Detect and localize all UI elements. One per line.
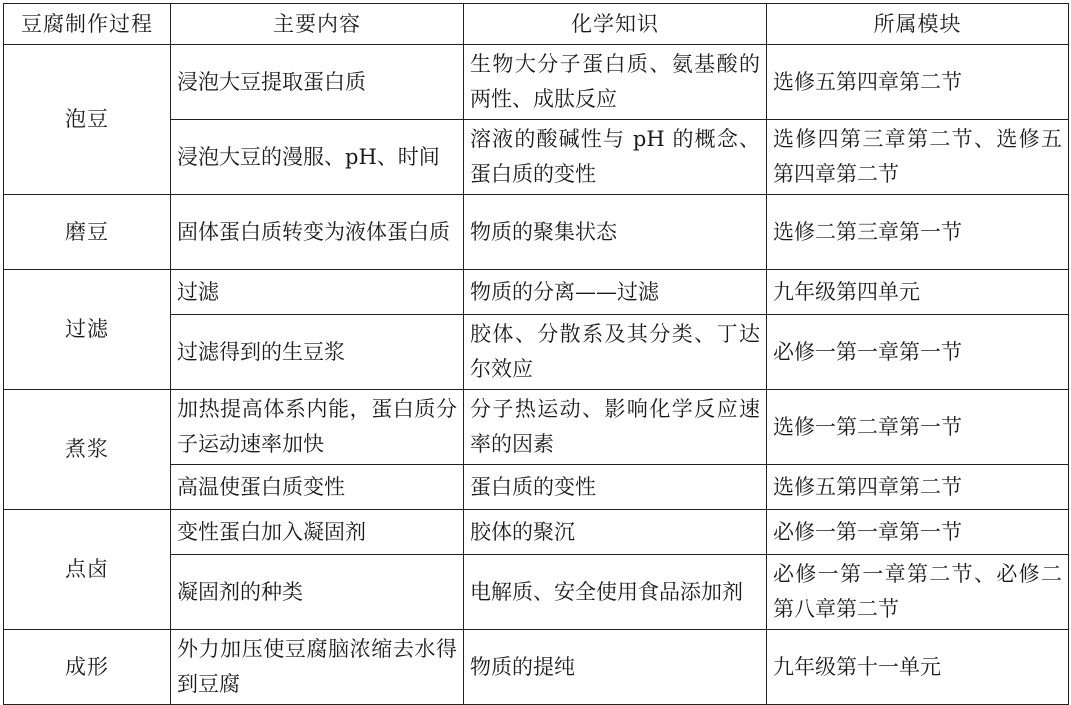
chemistry-cell: 分子热运动、影响化学反应速率的因素	[464, 390, 767, 465]
content-cell: 凝固剂的种类	[171, 555, 464, 630]
content-cell: 变性蛋白加入凝固剂	[171, 510, 464, 555]
chemistry-cell: 蛋白质的变性	[464, 465, 767, 510]
table-row	[4, 45, 1069, 120]
table-row	[4, 270, 1069, 315]
module-cell: 选修一第二章第一节	[767, 390, 1069, 465]
chemistry-cell: 胶体的聚沉	[464, 510, 767, 555]
chemistry-cell: 物质的分离——过滤	[464, 270, 767, 315]
table-row	[4, 195, 1069, 270]
content-cell: 浸泡大豆的漫服、pH、时间	[171, 120, 464, 195]
stage-grind: 磨豆	[4, 195, 171, 270]
tofu-chemistry-table	[3, 3, 1069, 705]
chemistry-cell: 电解质、安全使用食品添加剂	[464, 555, 767, 630]
module-cell: 必修一第一章第二节、必修二第八章第二节	[767, 555, 1069, 630]
content-cell: 外力加压使豆腐脑浓缩去水得到豆腐	[171, 630, 464, 705]
module-cell: 选修五第四章第二节	[767, 465, 1069, 510]
module-cell: 选修二第三章第一节	[767, 195, 1069, 270]
content-cell: 过滤得到的生豆浆	[171, 315, 464, 390]
module-cell: 选修五第四章第二节	[767, 45, 1069, 120]
module-cell: 九年级第四单元	[767, 270, 1069, 315]
chemistry-cell: 物质的聚集状态	[464, 195, 767, 270]
module-cell: 九年级第十一单元	[767, 630, 1069, 705]
content-cell: 浸泡大豆提取蛋白质	[171, 45, 464, 120]
content-cell: 高温使蛋白质变性	[171, 465, 464, 510]
chemistry-cell: 生物大分子蛋白质、氨基酸的两性、成肽反应	[464, 45, 767, 120]
stage-boil: 煮浆	[4, 390, 171, 510]
stage-form: 成形	[4, 630, 171, 705]
content-cell: 固体蛋白质转变为液体蛋白质	[171, 195, 464, 270]
header-process: 豆腐制作过程	[4, 4, 171, 45]
header-row	[4, 4, 1069, 45]
header-chemistry-knowledge: 化学知识	[464, 4, 767, 45]
chemistry-cell: 胶体、分散系及其分类、丁达尔效应	[464, 315, 767, 390]
stage-filter: 过滤	[4, 270, 171, 390]
table-row	[4, 510, 1069, 555]
table-row	[4, 390, 1069, 465]
module-cell: 必修一第一章第一节	[767, 510, 1069, 555]
module-cell: 必修一第一章第一节	[767, 315, 1069, 390]
stage-coagulate: 点卤	[4, 510, 171, 630]
table-row	[4, 630, 1069, 705]
module-cell: 选修四第三章第二节、选修五第四章第二节	[767, 120, 1069, 195]
header-main-content: 主要内容	[171, 4, 464, 45]
content-cell: 过滤	[171, 270, 464, 315]
stage-soak: 泡豆	[4, 45, 171, 195]
header-module: 所属模块	[767, 4, 1069, 45]
chemistry-cell: 溶液的酸碱性与 pH 的概念、蛋白质的变性	[464, 120, 767, 195]
chemistry-cell: 物质的提纯	[464, 630, 767, 705]
content-cell: 加热提高体系内能，蛋白质分子运动速率加快	[171, 390, 464, 465]
